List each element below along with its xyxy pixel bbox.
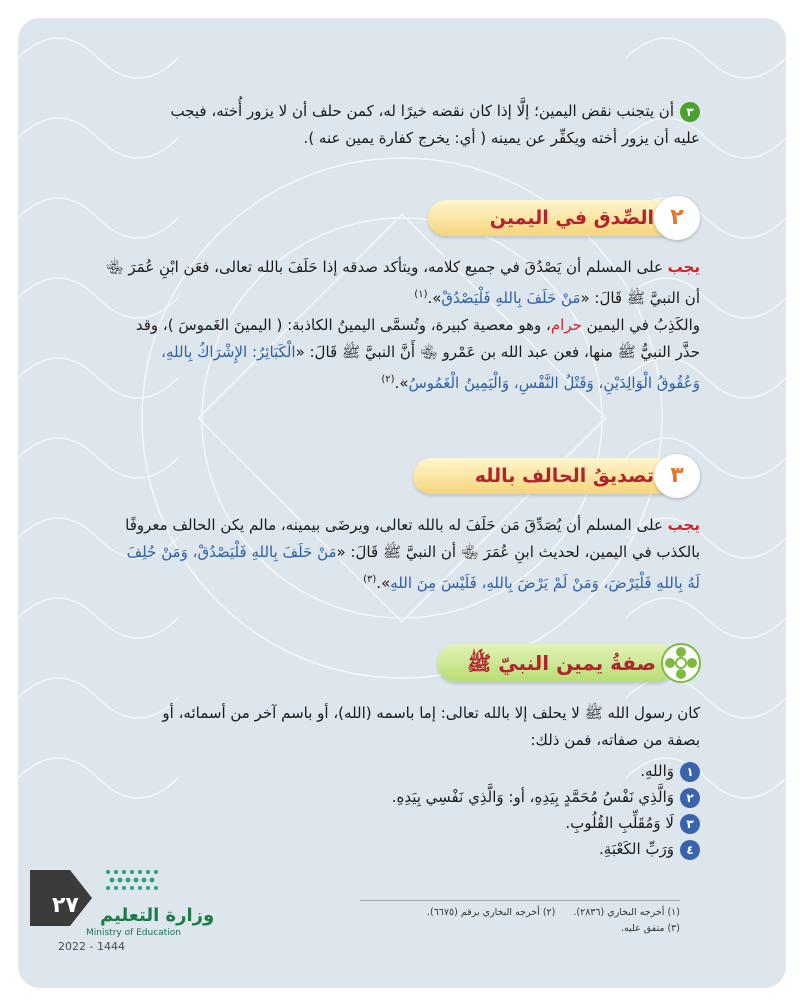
section-2-hadith-2a: الْكَبَائِرُ: الإِشْرَاكُ بِاللهِ، (161, 343, 296, 361)
section-3-text-2: بالكذب في اليمين، لحديث ابنِ عُمَرَ ﵄ أن النبيَّ ﷺ قَالَ: « (336, 543, 700, 561)
section-2-hadith-2b: وَعُقُوقُ الْوَالِدَيْنِ، وَقَتْلُ النَّفْسِ، وَالْيَمِينُ الْغَمُوسُ (408, 374, 700, 392)
section-2-line-1 (100, 254, 700, 281)
footnote-1: (١) أخرجه البخاري (٢٨٣٦). (573, 907, 680, 918)
section-2-ref-2: (٢) (381, 374, 395, 385)
section-3-line-3 (100, 566, 700, 597)
section-2-text-1: على المسلم أن يَصْدُقَ في جميع كلامه، ويتأكد صدقه إذا حَلَفَ بالله تعالى، فعَن ابْنِ عُمَرَ ﵄ (105, 258, 668, 276)
footnote-row (360, 921, 680, 937)
ministry-name-en: Ministry of Education (86, 928, 181, 938)
section-2-ref-1: (١) (414, 289, 428, 300)
section-3-lead: يجب (667, 516, 700, 534)
top-line-2: عليه أن يزور أخته ويكفِّر عن يمينه ( أي: يخرج كفارة يمين عنه ). (303, 129, 700, 147)
page-number: ٢٧ (52, 893, 79, 918)
section-4-intro (100, 700, 700, 754)
section-2-lead: يجب (667, 258, 700, 276)
section-2-text-2: أن النبيَّ ﷺ قَالَ: « (580, 289, 700, 307)
section-2-line-5 (100, 366, 700, 397)
section-2-line-3a: والكَذِبُ في اليمين (581, 316, 700, 334)
section-4-intro-1: كان رسول الله ﷺ لا يحلف إلا بالله تعالى: إما باسمه (الله)، أو باسم آخر من أسمائه، أو (162, 704, 700, 722)
section-4-title: صفةُ يمين النبيّ ﷺ (437, 644, 676, 682)
footnote-row (360, 905, 680, 921)
section-2-text-5: ». (394, 374, 409, 392)
section-2-title: الصِّدق في اليمين (428, 200, 676, 236)
haram-word: حرام (550, 316, 582, 334)
section-3-hadith-b: لَهُ بِاللهِ فَلْيَرْضَ، وَمَنْ لَمْ يَرْضَ بِاللهِ، فَلَيْسَ مِنَ اللهِ (390, 574, 700, 592)
top-line-1-text: أن يتجنب نقض اليمين؛ إلَّا إذا كان نقضه خيرًا له، كمن حلف أن لا يزور أُخته، فيجب (170, 102, 674, 120)
flower-icon (660, 642, 702, 684)
section-2-text-3: ». (427, 289, 442, 307)
section-2-line-3b: ، وهو معصية كبيرة، وتُسمَّى اليمينُ الكاذبة: ( اليمينَ الغَموسَ )، وقد (135, 316, 551, 334)
list-item (100, 836, 700, 862)
footnotes (360, 900, 680, 937)
list-item (100, 810, 700, 836)
footnote-2: (٢) أخرجه البخاري برقم (٦٦٧٥). (426, 907, 556, 918)
section-3-body (100, 512, 700, 597)
section-3-hadith-a: مَنْ حَلَفَ بِاللهِ فَلْيَصْدُقْ، وَمَنْ حُلِفَ (126, 543, 337, 561)
ministry-name-ar: وزارة التعليم (100, 905, 215, 926)
section-2-number: ٢ (654, 196, 700, 240)
footnote-3: (٣) متفق عليه. (620, 923, 680, 934)
list-item (100, 784, 700, 810)
section-2-hadith-1: مَنْ حَلَفَ بِاللهِ فَلْيَصْدُقْ (441, 289, 581, 307)
item-number-badge: ٣ (680, 102, 700, 122)
list-number: ١ (680, 762, 700, 782)
section-3-heading (440, 454, 700, 498)
section-3-line-1 (100, 512, 700, 539)
top-line-1 (100, 98, 700, 125)
section-2-line-2 (100, 281, 700, 312)
top-paragraph (100, 98, 700, 152)
list-item-text: وَاللهِ. (640, 762, 674, 780)
section-4-intro-2: بصفة من صفاته، فمن ذلك: (530, 731, 700, 749)
oath-list (100, 758, 700, 862)
section-2-body (100, 254, 700, 397)
list-item-text: لَا وَمُقَلِّبِ القُلُوبِ. (565, 814, 674, 832)
section-3-ref: (٣) (363, 574, 377, 585)
section-2-line-3 (100, 312, 700, 339)
list-item-text: وَالَّذِي نَفْسُ مُحَمَّدٍ بِيَدِهِ، أو: وَالَّذِي نَفْسِي بِيَدِهِ. (391, 788, 674, 806)
section-3-number: ٣ (654, 454, 700, 498)
section-2-line-4 (100, 339, 700, 366)
section-4-heading (462, 640, 702, 686)
section-3-text-1: على المسلم أن يُصَدِّقَ مَن حَلَفَ له بالله تعالى، ويرضَى بيمينه، مالم يكن الحالف معروفًا (125, 516, 668, 534)
section-3-text-3: ». (376, 574, 391, 592)
list-item-text: وَرَبِّ الكَعْبَةِ. (599, 840, 674, 858)
section-2-line-4-text: حذَّر النبيُّ ﷺ منها، فعن عبد الله بن عَمْرو ﵄ أَنَّ النبيَّ ﷺ قَالَ: « (295, 343, 700, 361)
section-3-title: تصديقُ الحالف بالله (413, 458, 676, 494)
list-number: ٣ (680, 814, 700, 834)
list-number: ٢ (680, 788, 700, 808)
section-3-line-2 (100, 539, 700, 566)
list-item (100, 758, 700, 784)
section-2-heading (460, 196, 700, 240)
list-number: ٤ (680, 840, 700, 860)
edition-year: 2022 - 1444 (58, 940, 125, 953)
